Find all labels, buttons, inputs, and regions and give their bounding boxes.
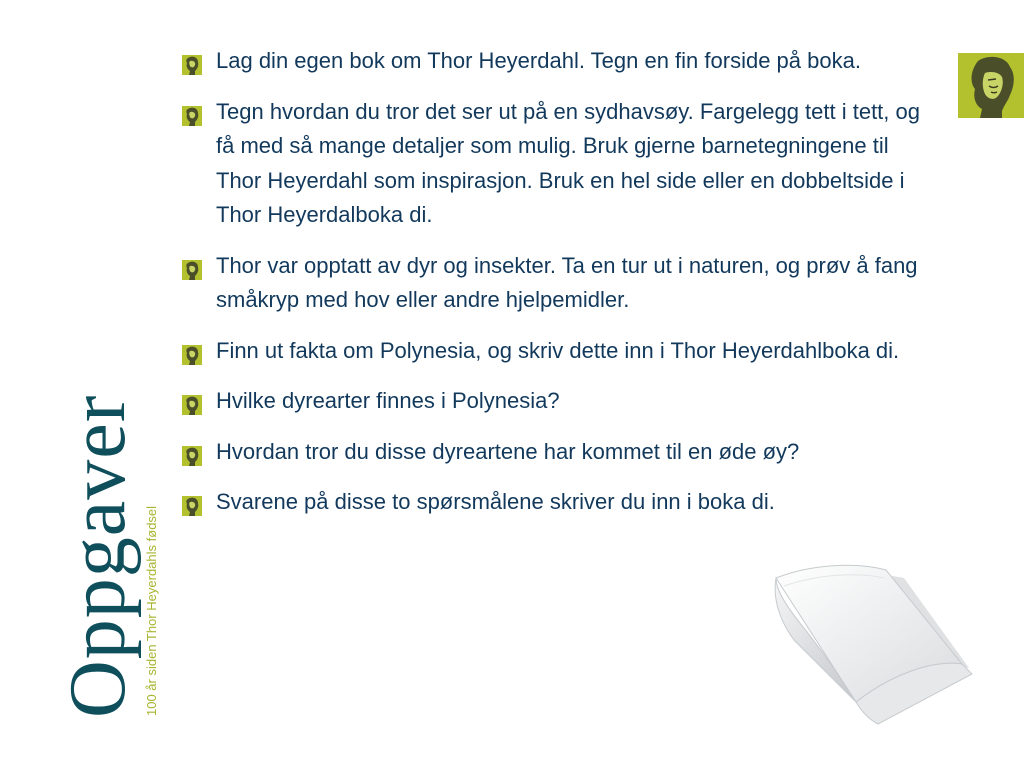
portrait-bullet-icon (182, 442, 204, 462)
portrait-bullet-icon (182, 51, 204, 71)
list-item (182, 384, 922, 419)
page-subtitle: 100 år siden Thor Heyerdahls fødsel (144, 505, 159, 716)
task-text: Hvordan tror du disse dyreartene har kommet til en øde øy? (216, 438, 800, 464)
portrait-bullet-icon (182, 492, 204, 512)
task-text: Thor var opptatt av dyr og insekter. Ta en tur ut i naturen, og prøv å fang småkryp med hov eller andre hjelpemidler. (216, 252, 918, 312)
task-text: Lag din egen bok om Thor Heyerdahl. Tegn en fin forside på boka. (216, 48, 861, 73)
portrait-bullet-icon (182, 256, 204, 276)
open-book-icon (764, 556, 984, 741)
task-text: Svarene på disse to spørsmålene skriver du inn i boka di. (216, 489, 775, 514)
list-item (182, 485, 922, 520)
list-item (182, 249, 922, 318)
task-list (182, 44, 922, 536)
list-item (182, 334, 922, 369)
task-text: Finn ut fakta om Polynesia, og skriv dette inn i Thor Heyerdahlboka di. (216, 337, 900, 363)
portrait-bullet-icon (182, 102, 204, 122)
list-item (182, 95, 922, 233)
page-title: Oppgaver (54, 394, 142, 718)
task-text: Hvilke dyrearter finnes i Polynesia? (216, 388, 560, 413)
portrait-bullet-icon (182, 341, 204, 361)
list-item (182, 435, 922, 470)
thor-heyerdahl-portrait-icon (958, 53, 1024, 118)
portrait-bullet-icon (182, 391, 204, 411)
task-text: Tegn hvordan du tror det ser ut på en sydhavsøy. Fargelegg tett i tett, og få med så mange detaljer som mulig. Bruk gjerne barnetegningene til Thor Heyerdahl som inspirasjon. Bruk en hel side eller en dobbeltside i Thor Heyerdalboka di. (216, 98, 920, 227)
list-item (182, 44, 922, 79)
